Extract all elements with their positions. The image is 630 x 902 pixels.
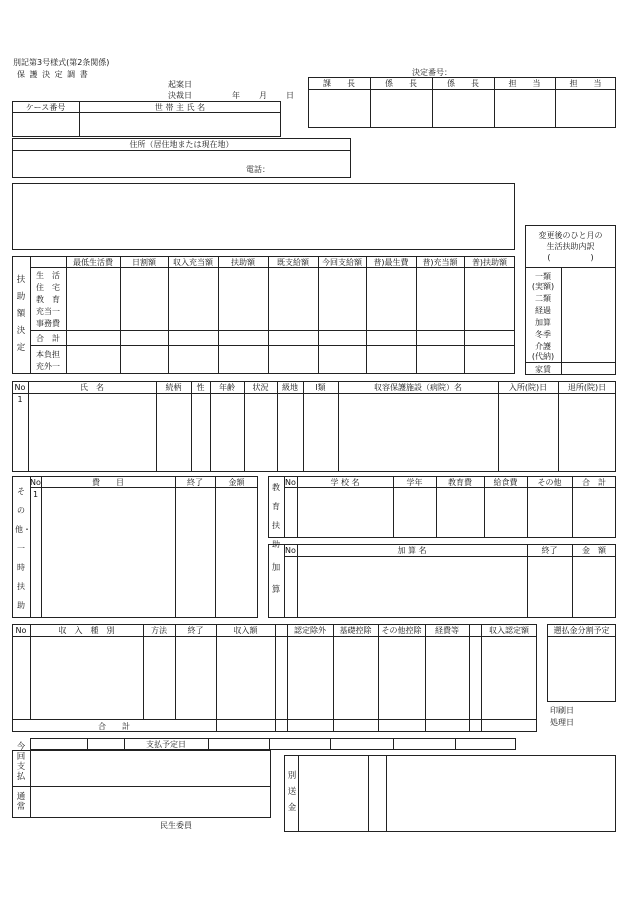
- other-header-item: 費 目: [92, 478, 124, 487]
- year-label: 年: [232, 91, 240, 100]
- decision-no-label: 決定番号：: [412, 68, 452, 77]
- addition-side: 加算: [271, 563, 281, 595]
- change-title-1: 変更後のひと月の: [538, 231, 603, 240]
- aid-row-housing: 住 宅: [36, 283, 60, 292]
- payment-scheduled-label: 支払予定日: [146, 740, 186, 749]
- approval-staff-1: 担 当: [508, 79, 541, 88]
- doc-title: 保 護 決 定 調 書: [17, 70, 89, 79]
- aid-row-applied: 充当一: [36, 307, 60, 316]
- income-header-expenses: 経費等: [435, 626, 459, 635]
- education-side: 教育扶助: [272, 483, 280, 549]
- addition-header-end: 終了: [541, 546, 558, 555]
- print-date-label: 印刷日: [550, 706, 574, 715]
- other-aid-table: [12, 476, 258, 618]
- aid-header-daily: 日割額: [132, 258, 156, 267]
- aid-side-label: 扶助額決定: [16, 275, 26, 353]
- members-header-facility: 収容保護施設（病院）名: [374, 383, 462, 392]
- income-header-excluded: 認定除外: [294, 626, 326, 635]
- case-number-field[interactable]: [13, 113, 78, 136]
- change-item-1: 一類: [535, 272, 551, 281]
- aid-row-living: 生 活: [36, 271, 60, 280]
- members-header-name: 氏 名: [80, 383, 104, 392]
- payment-schedule-row: [30, 738, 516, 750]
- other-aid-side: その他・一時扶助: [15, 487, 31, 610]
- aid-decision-table: [12, 256, 515, 374]
- day-label: 日: [286, 91, 294, 100]
- payment-current-label: 今回支払: [16, 742, 26, 782]
- process-date-label: 処理日: [550, 718, 574, 727]
- addition-header-amount: 金 額: [582, 546, 606, 555]
- payment-current-box: [12, 750, 271, 818]
- income-header-no: No: [15, 626, 27, 635]
- payment-normal-label: 通常: [16, 792, 26, 812]
- aid-header-income-applied: 収入充当額: [173, 258, 213, 267]
- members-header-type1: I類: [315, 383, 326, 392]
- commissioner-label: 民生委員: [160, 821, 192, 830]
- refund-split-label: 遡払金分割予定: [553, 626, 610, 635]
- income-header-recognized: 収入認定額: [489, 626, 529, 635]
- aid-header-this-time: 今回支給額: [322, 258, 362, 267]
- members-table: [12, 381, 616, 472]
- notes-area[interactable]: [12, 183, 515, 250]
- education-header-lunch: 給食費: [493, 478, 518, 487]
- income-header-end: 終了: [187, 626, 204, 635]
- household-head-field[interactable]: [80, 113, 280, 136]
- change-item-5: 加算: [535, 318, 551, 327]
- separate-remittance-label: 別送金: [287, 771, 297, 813]
- change-rent: 家賃: [535, 365, 551, 374]
- address-field[interactable]: [13, 151, 238, 177]
- approval-sub-chief-2: 係 長: [447, 79, 479, 88]
- aid-header-paid: 既支給額: [277, 258, 309, 267]
- aid-header-aid-amount: 扶助額: [231, 258, 255, 267]
- members-header-sex: 性: [196, 383, 205, 392]
- other-row-no: 1: [32, 490, 39, 499]
- education-header-school: 学 校 名: [330, 478, 360, 487]
- change-item-4: 経過: [535, 306, 551, 315]
- addition-header-name: 加 算 名: [397, 546, 427, 555]
- aid-header-std-aid: 普)扶助額: [471, 258, 508, 267]
- change-item-7: 介護: [535, 342, 551, 351]
- addition-header-no: No: [285, 546, 296, 555]
- other-header-amount: 金額: [228, 478, 245, 487]
- income-header-method: 方法: [151, 626, 167, 635]
- members-header-discharge: 退所(院)日: [567, 383, 607, 392]
- aid-header-std-applied: 普)充当額: [422, 258, 458, 267]
- change-title-2: 生活扶助内訳: [546, 242, 595, 251]
- income-total-label: 合 計: [98, 722, 130, 731]
- education-header-edu-cost: 教育費: [448, 478, 472, 487]
- phone-label: 電話：: [246, 165, 270, 174]
- aid-row-office-fee: 事務費: [36, 319, 60, 328]
- members-row-no: 1: [17, 395, 23, 404]
- aid-row-education: 教 育: [36, 295, 60, 304]
- aid-row-total: 合 計: [36, 334, 60, 343]
- change-paren: ( ): [547, 253, 594, 262]
- income-header-type: 収 入 種 別: [58, 626, 115, 635]
- education-header-grade: 学年: [406, 478, 423, 487]
- members-header-grade: 級地: [282, 383, 298, 392]
- aid-row-outside: 充外一: [36, 362, 60, 371]
- household-head-label: 世 帯 主 氏 名: [154, 103, 206, 112]
- other-header-no: No: [30, 478, 41, 487]
- month-label: 月: [259, 91, 267, 100]
- members-header-age: 年齢: [219, 383, 235, 392]
- members-header-admission: 入所(院)日: [508, 383, 548, 392]
- address-label: 住所（居住地または現在地）: [129, 140, 234, 149]
- income-header-amount: 収入額: [233, 626, 258, 635]
- education-header-other: その他: [537, 478, 562, 487]
- change-item-2: (実額): [531, 282, 555, 291]
- change-item-3: 二類: [535, 294, 551, 303]
- decision-date-label: 決裁日: [168, 91, 192, 100]
- education-header-no: No: [285, 478, 296, 487]
- other-header-end: 終了: [187, 478, 203, 487]
- form-title: 別記第3号様式(第2条関係): [13, 58, 110, 67]
- change-item-8: (代納): [531, 352, 555, 361]
- separate-remittance-box: [284, 755, 616, 832]
- approval-staff-2: 担 当: [569, 79, 602, 88]
- members-header-no: No: [14, 383, 26, 392]
- income-header-other-deduction: その他控除: [381, 626, 422, 635]
- income-header-basic-deduction: 基礎控除: [339, 626, 372, 635]
- education-header-total: 合 計: [582, 478, 606, 487]
- members-header-relation: 続柄: [165, 383, 182, 392]
- approval-section-chief: 課 長: [323, 79, 355, 88]
- aid-header-std-min: 普)最生費: [373, 258, 409, 267]
- aid-row-self-burden: 本負担: [36, 350, 60, 359]
- approval-sub-chief-1: 係 長: [385, 79, 417, 88]
- change-item-6: 冬季: [535, 330, 551, 339]
- aid-header-min-living: 最低生活費: [73, 258, 113, 267]
- case-number-label: ケース番号: [25, 103, 66, 112]
- draft-date-label: 起案日: [168, 80, 192, 89]
- members-header-status: 状況: [252, 383, 269, 392]
